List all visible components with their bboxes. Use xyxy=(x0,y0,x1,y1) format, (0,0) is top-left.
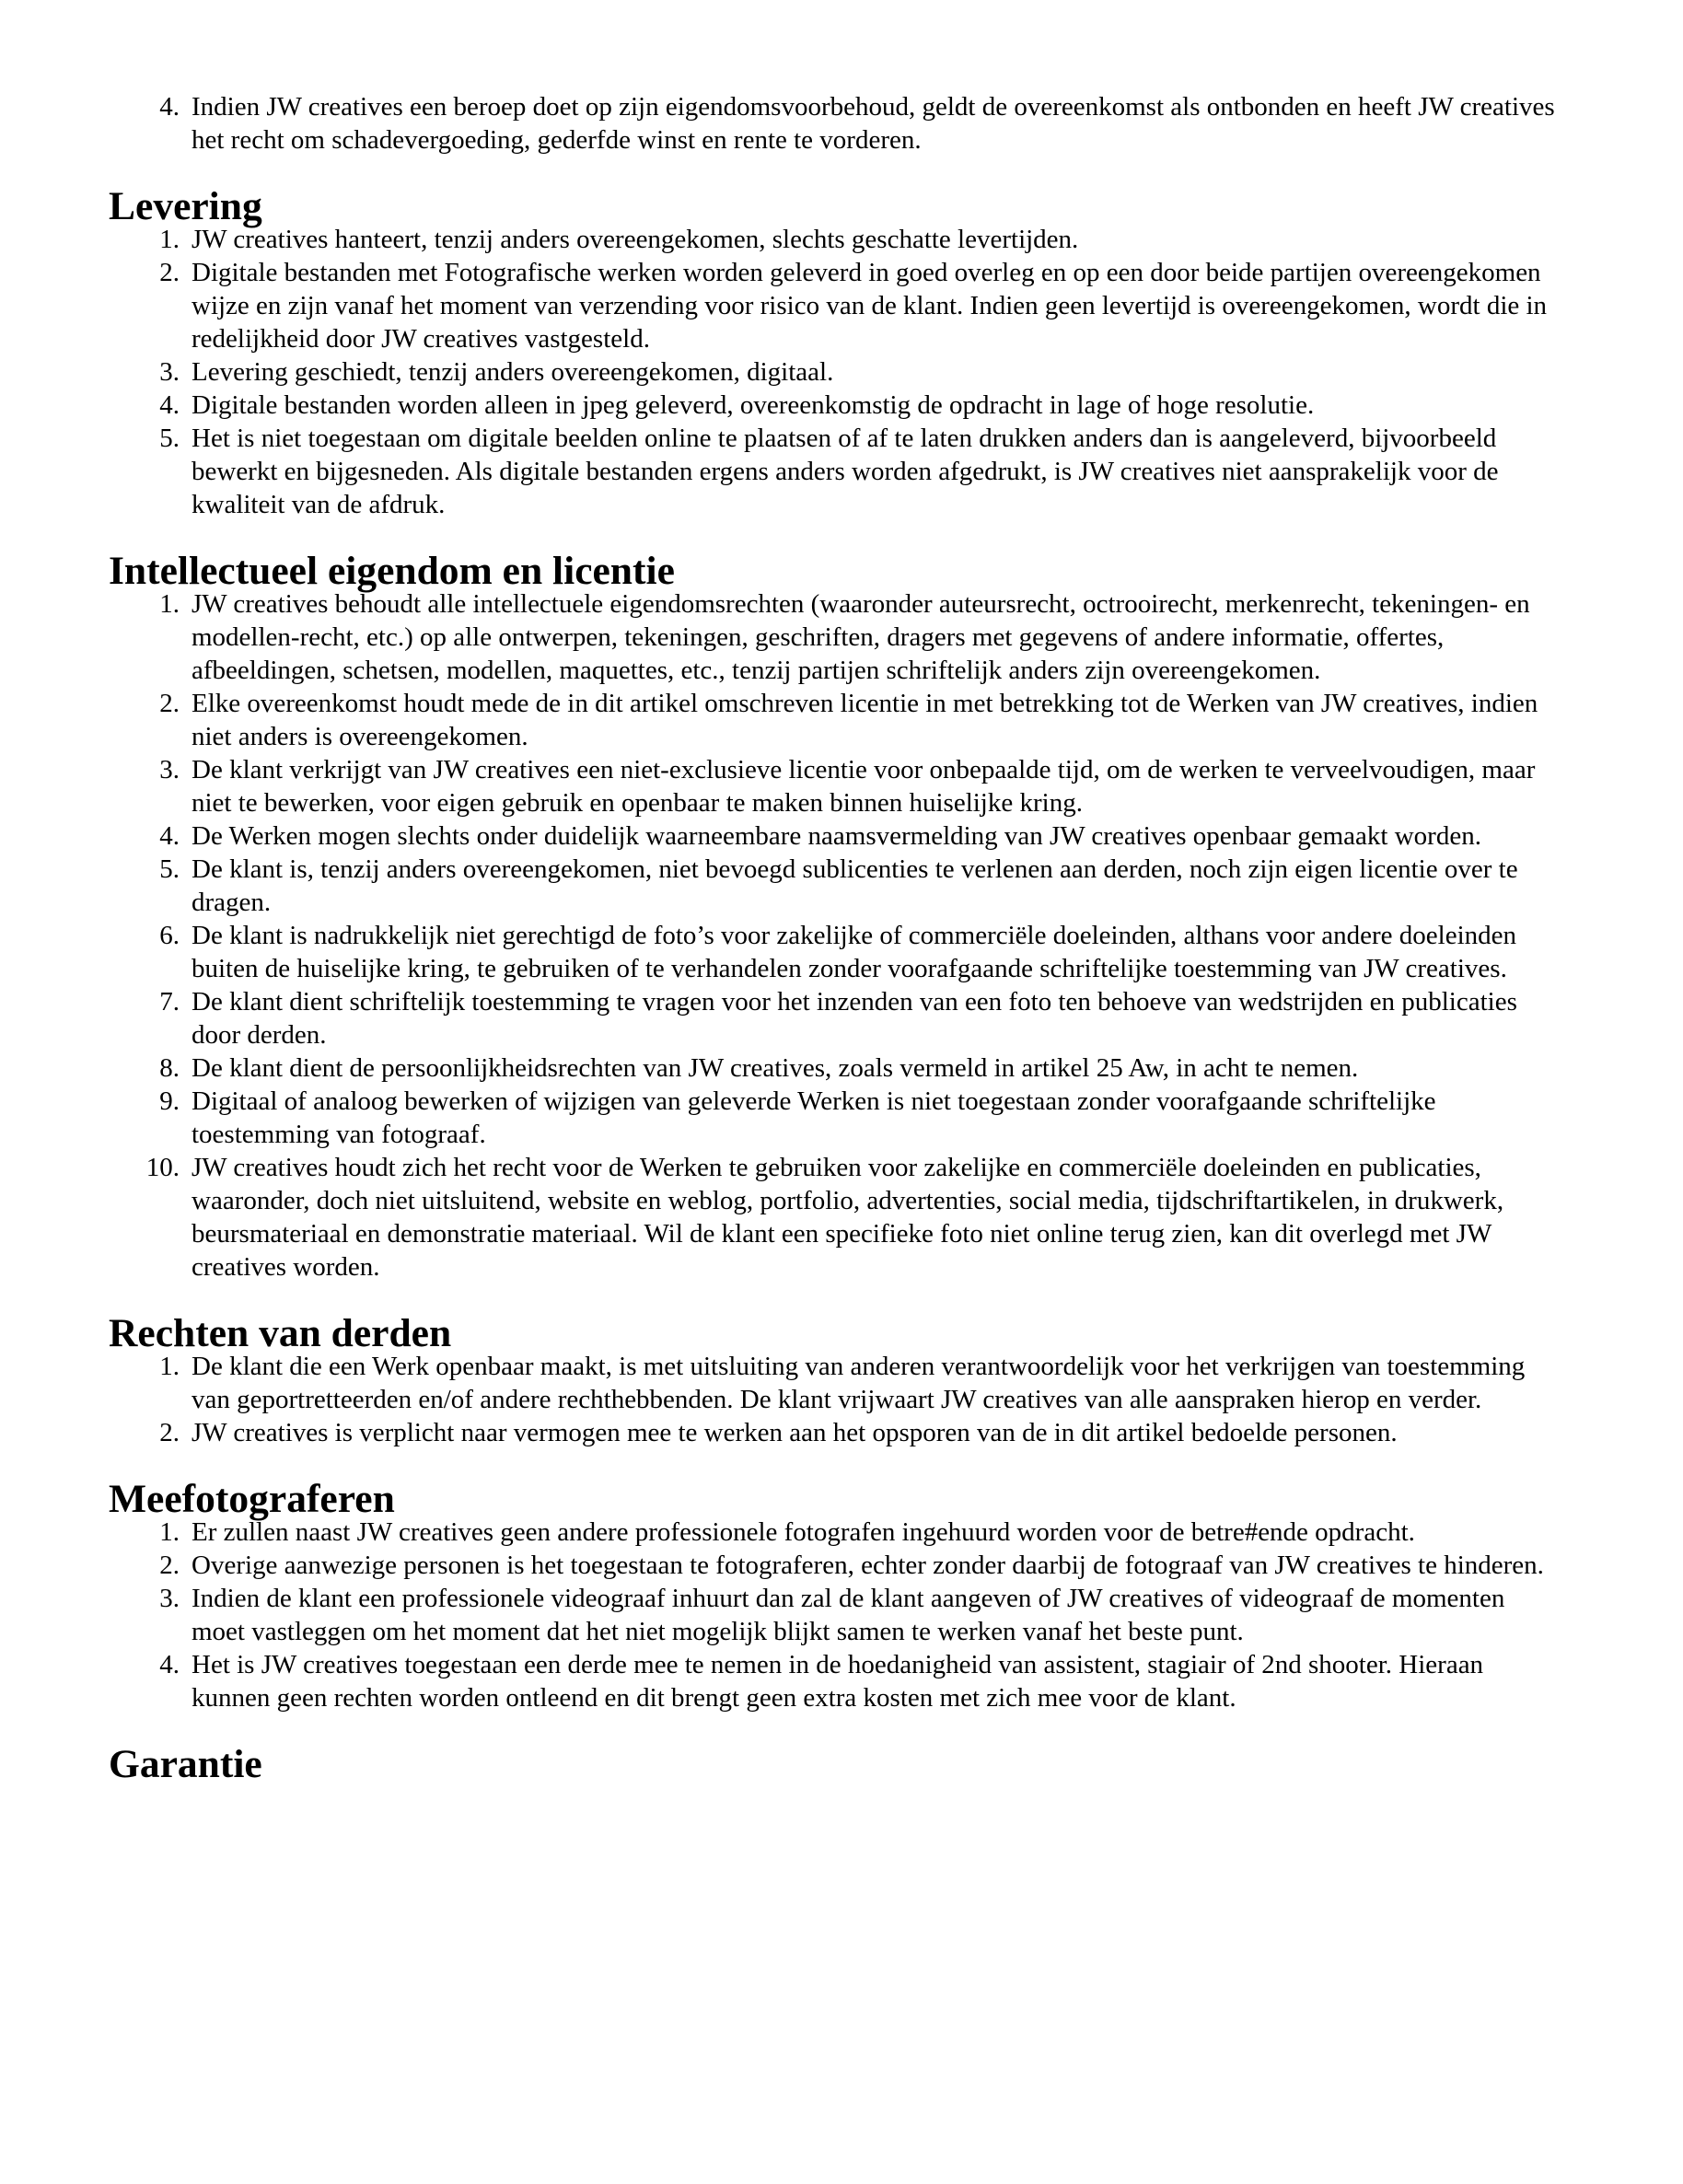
section-title-rechten-van-derden: Rechten van derden xyxy=(109,1311,452,1355)
list-item-number: 1. xyxy=(159,225,180,254)
list-item-text: JW creatives houdt zich het recht voor de Werken te gebruiken voor zakelijke en commerciële doeleinden en publicaties, waaronder, doch niet uitsluitend, website en weblog, portfolio, advertenties, social media, tijdschriftartikelen, in drukwerk, beursmateriaal en demonstratie materiaal. Wil de klant een specifieke foto niet online terug zien, kan dit overlegd met JW creatives worden. xyxy=(192,1153,1504,1282)
list-item xyxy=(109,1051,1563,1085)
list-item-text: Levering geschiedt, tenzij anders overeengekomen, digitaal. xyxy=(192,357,834,387)
list-item-text: De klant is, tenzij anders overeengekomen, niet bevoegd sublicenties te verlenen aan derden, noch zijn eigen licentie over te dragen. xyxy=(192,854,1518,917)
list-item-number: 4. xyxy=(159,1650,180,1679)
list-item xyxy=(109,355,1563,389)
list-item-number: 9. xyxy=(159,1086,180,1116)
section-list-rechten-van-derden xyxy=(109,1350,1563,1449)
list-item xyxy=(109,1648,1563,1714)
list-item-text: JW creatives hanteert, tenzij anders overeengekomen, slechts geschatte levertijden. xyxy=(192,225,1079,254)
list-item-number: 2. xyxy=(159,689,180,718)
list-item xyxy=(109,1549,1563,1582)
list-item xyxy=(109,422,1563,521)
list-item-number: 5. xyxy=(159,424,180,453)
list-item-text: Digitale bestanden met Fotografische werken worden geleverd in goed overleg en op een door beide partijen overeengekomen wijze en zijn vanaf het moment van verzending voor risico van de klant. Indien geen levertijd is overeengekomen, wordt die in redelijkheid door JW creatives vastgesteld. xyxy=(192,258,1548,354)
list-item-number: 1. xyxy=(159,1517,180,1547)
list-item xyxy=(109,223,1563,256)
list-item-text: Er zullen naast JW creatives geen andere professionele fotografen ingehuurd worden voor de betre#ende opdracht. xyxy=(192,1517,1415,1547)
list-item-text: Indien de klant een professionele videograaf inhuurt dan zal de klant aangeven of JW creatives of videograaf de momenten moet vastleggen om het moment dat het niet mogelijk blijkt samen te werken vanaf het beste punt. xyxy=(192,1584,1505,1646)
list-item-number: 2. xyxy=(159,258,180,287)
list-item-number: 3. xyxy=(159,357,180,387)
section-title-intellectueel-eigendom: Intellectueel eigendom en licentie xyxy=(109,549,675,593)
list-item-text: Het is JW creatives toegestaan een derde mee te nemen in de hoedanigheid van assistent, stagiair of 2nd shooter. Hieraan kunnen geen rechten worden ontleend en dit brengt geen extra kosten met zich mee voor de klant. xyxy=(192,1650,1484,1713)
list-item xyxy=(109,1085,1563,1151)
section-title-levering: Levering xyxy=(109,184,262,228)
document-content xyxy=(109,90,1563,1786)
list-item-number: 1. xyxy=(159,589,180,619)
list-item-number: 10. xyxy=(145,1153,180,1182)
list-item-number: 7. xyxy=(159,987,180,1016)
list-item xyxy=(109,819,1563,853)
list-item xyxy=(109,753,1563,819)
section-title-garantie: Garantie xyxy=(109,1742,262,1786)
intro-list xyxy=(109,90,1563,157)
list-item xyxy=(109,1516,1563,1549)
section-title-meefotograferen: Meefotograferen xyxy=(109,1477,395,1521)
list-item xyxy=(109,587,1563,687)
list-item xyxy=(109,1416,1563,1449)
list-item-text: JW creatives behoudt alle intellectuele eigendomsrechten (waaronder auteursrecht, octrooirecht, merkenrecht, tekeningen- en modellen-recht, etc.) op alle ontwerpen, tekeningen, geschriften, dragers met gegevens of andere informatie, offertes, afbeeldingen, schetsen, modellen, maquettes, etc., tenzij partijen schriftelijk anders zijn overeengekomen. xyxy=(192,589,1530,685)
list-item-text: De klant dient schriftelijk toestemming te vragen voor het inzenden van een foto ten behoeve van wedstrijden en publicaties door derden. xyxy=(192,987,1517,1050)
list-item-number: 5. xyxy=(159,854,180,884)
list-item-text: Overige aanwezige personen is het toegestaan te fotograferen, echter zonder daarbij de fotograaf van JW creatives te hinderen. xyxy=(192,1551,1544,1580)
list-item xyxy=(109,256,1563,355)
list-item-number: 4. xyxy=(159,390,180,420)
list-item xyxy=(109,919,1563,985)
list-item xyxy=(109,687,1563,753)
list-item-number: 6. xyxy=(159,921,180,950)
list-item xyxy=(109,1350,1563,1416)
list-item-text: JW creatives is verplicht naar vermogen mee te werken aan het opsporen van de in dit artikel bedoelde personen. xyxy=(192,1418,1398,1447)
list-item-text: Het is niet toegestaan om digitale beelden online te plaatsen of af te laten drukken anders dan is aangeleverd, bijvoorbeeld bewerkt en bijgesneden. Als digitale bestanden ergens anders worden afgedrukt, is JW creatives niet aansprakelijk voor de kwaliteit van de afdruk. xyxy=(192,424,1499,519)
section-list-intellectueel-eigendom xyxy=(109,587,1563,1284)
list-item-text: De klant verkrijgt van JW creatives een niet-exclusieve licentie voor onbepaalde tijd, om de werken te verveelvoudigen, maar niet te bewerken, voor eigen gebruik en openbaar te maken binnen huiselijke kring. xyxy=(192,755,1536,818)
list-item-number: 8. xyxy=(159,1053,180,1083)
list-item-number: 3. xyxy=(159,755,180,784)
list-item xyxy=(109,853,1563,919)
list-item-number: 2. xyxy=(159,1418,180,1447)
section-list-levering xyxy=(109,223,1563,521)
list-item xyxy=(109,90,1563,157)
list-item-text: Digitale bestanden worden alleen in jpeg geleverd, overeenkomstig de opdracht in lage of hoge resolutie. xyxy=(192,390,1315,420)
list-item-text: De Werken mogen slechts onder duidelijk waarneembare naamsvermelding van JW creatives openbaar gemaakt worden. xyxy=(192,821,1481,851)
list-item-text: Elke overeenkomst houdt mede de in dit artikel omschreven licentie in met betrekking tot de Werken van JW creatives, indien niet anders is overeengekomen. xyxy=(192,689,1538,751)
list-item-text: De klant dient de persoonlijkheidsrechten van JW creatives, zoals vermeld in artikel 25 Aw, in acht te nemen. xyxy=(192,1053,1359,1083)
list-item-number: 4. xyxy=(159,821,180,851)
list-item xyxy=(109,985,1563,1051)
list-item xyxy=(109,389,1563,422)
list-item-number: 1. xyxy=(159,1352,180,1381)
list-item-number: 3. xyxy=(159,1584,180,1613)
list-item-number: 2. xyxy=(159,1551,180,1580)
list-item-text: De klant is nadrukkelijk niet gerechtigd de foto’s voor zakelijke of commerciële doeleinden, althans voor andere doeleinden buiten de huiselijke kring, te gebruiken of te verhandelen zonder voorafgaande schriftelijke toestemming van JW creatives. xyxy=(192,921,1517,983)
list-item xyxy=(109,1151,1563,1284)
list-item-text: Digitaal of analoog bewerken of wijzigen van geleverde Werken is niet toegestaan zonder voorafgaande schriftelijke toestemming van fotograaf. xyxy=(192,1086,1436,1149)
list-item-number: 4. xyxy=(159,92,180,122)
list-item-text: Indien JW creatives een beroep doet op zijn eigendomsvoorbehoud, geldt de overeenkomst als ontbonden en heeft JW creatives het recht om schadevergoeding, gederfde winst en rente te vorderen. xyxy=(192,92,1555,155)
list-item-text: De klant die een Werk openbaar maakt, is met uitsluiting van anderen verantwoordelijk voor het verkrijgen van toestemming van geportretteerden en/of andere rechthebbenden. De klant vrijwaart JW creatives van alle aanspraken hierop en verder. xyxy=(192,1352,1526,1414)
list-item xyxy=(109,1582,1563,1648)
section-list-meefotograferen xyxy=(109,1516,1563,1714)
